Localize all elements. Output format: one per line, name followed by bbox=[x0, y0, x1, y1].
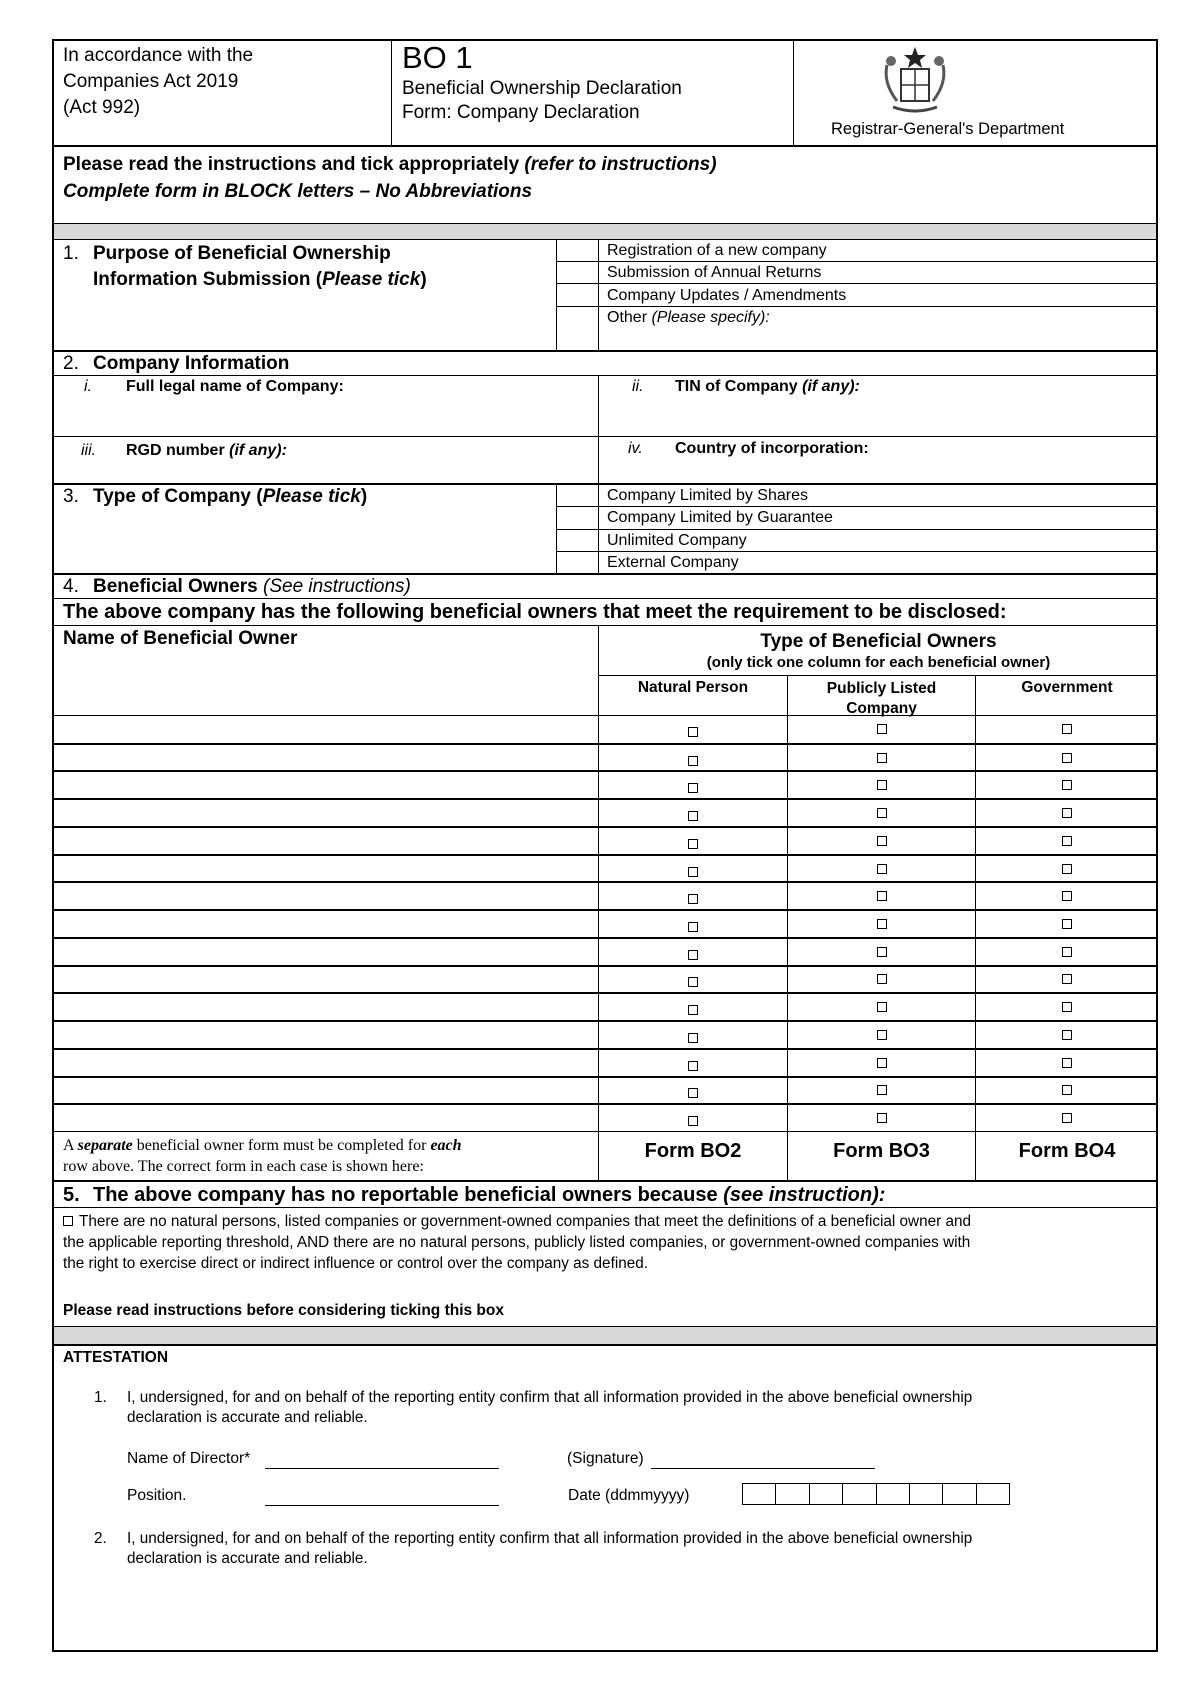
bo1-form bbox=[52, 39, 1158, 1652]
owner-type-checkbox[interactable] bbox=[688, 783, 698, 793]
owner-type-cell-publicly-listed bbox=[788, 828, 975, 854]
purpose-option-new-company: Registration of a new company bbox=[607, 242, 827, 259]
field-rgd-label: iii. RGD number (if any): bbox=[81, 442, 287, 459]
owner-type-cell-publicly-listed bbox=[788, 716, 975, 743]
owner-type-cell-government bbox=[976, 1078, 1158, 1104]
attestation-title: ATTESTATION bbox=[63, 1349, 169, 1366]
owner-type-checkbox[interactable] bbox=[1062, 864, 1072, 874]
owner-type-checkbox[interactable] bbox=[688, 811, 698, 821]
owner-row bbox=[54, 881, 1156, 909]
form-bo3-label: Form BO3 bbox=[833, 1140, 930, 1162]
purpose-option-other: Other (Please specify): bbox=[607, 309, 770, 326]
owner-type-cell-government bbox=[976, 828, 1158, 854]
date-digit-box[interactable] bbox=[776, 1484, 809, 1504]
owner-type-cell-publicly-listed bbox=[788, 911, 975, 937]
owner-type-cell-natural-person bbox=[599, 800, 787, 826]
owner-type-cell-government bbox=[976, 1050, 1158, 1076]
position-field[interactable] bbox=[265, 1487, 499, 1506]
type-owners-sub: (only tick one column for each beneficial owner) bbox=[706, 654, 1051, 671]
owner-type-checkbox[interactable] bbox=[877, 836, 887, 846]
attestation-item2: 2. I, undersigned, for and on behalf of the reporting entity confirm that all information provided in the above beneficial ownership declaration is accurate and reliable. bbox=[94, 1530, 973, 1567]
owner-row bbox=[54, 854, 1156, 882]
col-publicly-listed: Publicly Listed Company bbox=[826, 680, 937, 717]
field-legal-name-label: i. Full legal name of Company: bbox=[84, 378, 344, 395]
owner-type-checkbox[interactable] bbox=[877, 1113, 887, 1123]
owner-name-field[interactable] bbox=[56, 856, 596, 882]
signature-field[interactable] bbox=[651, 1450, 875, 1469]
form-title-block bbox=[402, 40, 682, 125]
section5-title: 5. The above company has no reportable beneficial owners because (see instruction): bbox=[63, 1184, 886, 1206]
department-name: Registrar-General's Department bbox=[831, 120, 1065, 138]
field-country-label: iv. Country of incorporation: bbox=[628, 440, 869, 457]
owner-type-checkbox[interactable] bbox=[877, 947, 887, 957]
owner-name-field[interactable] bbox=[56, 911, 596, 937]
separate-form-note: A separate beneficial owner form must be completed for each row above. The correct form in each case is shown here: bbox=[63, 1137, 462, 1175]
form-header bbox=[54, 41, 1156, 145]
section2-title: 2. Company Information bbox=[63, 353, 290, 374]
owner-type-checkbox[interactable] bbox=[1062, 1030, 1072, 1040]
owner-type-checkbox[interactable] bbox=[877, 919, 887, 929]
owner-type-cell-natural-person bbox=[599, 828, 787, 854]
owner-row bbox=[54, 770, 1156, 798]
date-digit-box[interactable] bbox=[743, 1484, 776, 1504]
owner-type-cell-publicly-listed bbox=[788, 800, 975, 826]
owner-type-cell-government bbox=[976, 883, 1158, 909]
attestation-item1: 1. I, undersigned, for and on behalf of the reporting entity confirm that all information provided in the above beneficial ownership declaration is accurate and reliable. bbox=[94, 1389, 973, 1426]
owner-type-checkbox[interactable] bbox=[688, 1033, 698, 1043]
owner-type-checkbox[interactable] bbox=[688, 1005, 698, 1015]
owner-type-cell-government bbox=[976, 856, 1158, 882]
section2-header bbox=[54, 350, 1156, 375]
owner-type-cell-government bbox=[976, 772, 1158, 798]
owner-row bbox=[54, 1020, 1156, 1048]
owners-form-footer bbox=[54, 1131, 1156, 1180]
owner-type-checkbox[interactable] bbox=[877, 1058, 887, 1068]
owner-type-checkbox[interactable] bbox=[877, 1030, 887, 1040]
form-title-line2: Form: Company Declaration bbox=[402, 102, 640, 123]
owner-type-cell-government bbox=[976, 745, 1158, 771]
owner-type-cell-natural-person bbox=[599, 1050, 787, 1076]
owner-row bbox=[54, 965, 1156, 993]
owner-row bbox=[54, 992, 1156, 1020]
owner-name-field[interactable] bbox=[56, 772, 596, 798]
owner-name-field[interactable] bbox=[56, 1078, 596, 1104]
owner-type-cell-publicly-listed bbox=[788, 1078, 975, 1104]
date-digit-box[interactable] bbox=[910, 1484, 943, 1504]
instructions-block bbox=[54, 145, 1156, 223]
owner-type-checkbox[interactable] bbox=[688, 1061, 698, 1071]
owner-row bbox=[54, 1076, 1156, 1104]
owner-type-checkbox[interactable] bbox=[877, 753, 887, 763]
coat-of-arms-logo bbox=[879, 43, 951, 117]
no-owners-note: Please read instructions before considering ticking this box bbox=[63, 1302, 504, 1319]
owner-type-cell-natural-person bbox=[599, 994, 787, 1020]
act-reference: In accordance with the Companies Act 2019 (Act 992) bbox=[63, 45, 254, 118]
type-tick-guarantee[interactable] bbox=[556, 507, 598, 529]
date-digit-box[interactable] bbox=[810, 1484, 843, 1504]
director-name-label: Name of Director* bbox=[127, 1450, 251, 1467]
company-info-row2 bbox=[54, 436, 1156, 483]
owner-name-field[interactable] bbox=[56, 967, 596, 993]
owner-type-cell-publicly-listed bbox=[788, 939, 975, 965]
owner-type-cell-publicly-listed bbox=[788, 967, 975, 993]
purpose-option-annual-returns: Submission of Annual Returns bbox=[607, 264, 822, 281]
country-field[interactable] bbox=[600, 461, 1154, 481]
company-info-row1 bbox=[54, 375, 1156, 436]
owner-type-cell-publicly-listed bbox=[788, 772, 975, 798]
owner-row bbox=[54, 715, 1156, 743]
owner-type-checkbox[interactable] bbox=[688, 839, 698, 849]
owner-row bbox=[54, 1103, 1156, 1131]
section4-header bbox=[54, 573, 1156, 598]
no-owners-paragraph: There are no natural persons, listed companies or government-owned companies that meet the definitions of a beneficial owner and the applicable reporting threshold, AND there are no natural persons, publicly listed companies, or government-owned companies with the right to exercise direct or indirect influence or control over the company as defined. bbox=[63, 1213, 971, 1272]
owner-name-field[interactable] bbox=[56, 994, 596, 1020]
owners-table-header bbox=[54, 625, 1156, 715]
owner-type-checkbox[interactable] bbox=[877, 1002, 887, 1012]
owner-type-cell-government bbox=[976, 1022, 1158, 1048]
date-field[interactable] bbox=[742, 1483, 1010, 1505]
type-option-external: External Company bbox=[607, 554, 739, 571]
owner-type-cell-natural-person bbox=[599, 939, 787, 965]
owner-type-checkbox[interactable] bbox=[1062, 1058, 1072, 1068]
owner-type-cell-government bbox=[976, 911, 1158, 937]
director-name-field[interactable] bbox=[265, 1450, 499, 1469]
section4-statement-row bbox=[54, 598, 1156, 625]
owner-type-cell-natural-person bbox=[599, 856, 787, 882]
type-option-unlimited: Unlimited Company bbox=[607, 532, 747, 549]
owner-type-cell-natural-person bbox=[599, 1078, 787, 1104]
owners-table-body bbox=[54, 715, 1156, 1131]
type-owners-header: Type of Beneficial Owners bbox=[760, 631, 997, 652]
owner-name-field[interactable] bbox=[56, 800, 596, 826]
owner-type-checkbox[interactable] bbox=[877, 808, 887, 818]
owner-name-field[interactable] bbox=[56, 1050, 596, 1076]
owner-name-field[interactable] bbox=[56, 1105, 596, 1131]
owner-type-checkbox[interactable] bbox=[877, 780, 887, 790]
owner-type-checkbox[interactable] bbox=[1062, 724, 1072, 734]
owner-row bbox=[54, 826, 1156, 854]
owner-type-checkbox[interactable] bbox=[877, 1085, 887, 1095]
form-code: BO 1 bbox=[402, 40, 473, 75]
owner-type-cell-government bbox=[976, 1105, 1158, 1131]
owner-type-checkbox[interactable] bbox=[688, 1088, 698, 1098]
owner-type-cell-government bbox=[976, 716, 1158, 743]
purpose-tick-other[interactable] bbox=[556, 307, 598, 351]
owner-type-cell-natural-person bbox=[599, 716, 787, 743]
rgd-number-field[interactable] bbox=[56, 461, 596, 481]
owner-name-field[interactable] bbox=[56, 883, 596, 909]
owner-type-cell-publicly-listed bbox=[788, 1105, 975, 1131]
no-reportable-owners-block bbox=[54, 1207, 1156, 1326]
owner-type-cell-natural-person bbox=[599, 1022, 787, 1048]
instructions-line2: Complete form in BLOCK letters – No Abbreviations bbox=[63, 181, 533, 202]
owner-type-checkbox[interactable] bbox=[1062, 808, 1072, 818]
tin-field[interactable] bbox=[600, 398, 1154, 434]
owner-row bbox=[54, 1048, 1156, 1076]
owner-type-checkbox[interactable] bbox=[1062, 891, 1072, 901]
type-tick-external[interactable] bbox=[556, 552, 598, 575]
date-digit-box[interactable] bbox=[977, 1484, 1009, 1504]
type-tick-shares[interactable] bbox=[556, 485, 598, 506]
owner-type-checkbox[interactable] bbox=[688, 1116, 698, 1126]
owner-type-cell-publicly-listed bbox=[788, 1050, 975, 1076]
owner-type-checkbox[interactable] bbox=[688, 977, 698, 987]
owner-type-checkbox[interactable] bbox=[1062, 753, 1072, 763]
owner-type-cell-natural-person bbox=[599, 967, 787, 993]
form-bo4-label: Form BO4 bbox=[1018, 1140, 1116, 1162]
owner-name-field[interactable] bbox=[56, 939, 596, 965]
owner-type-checkbox[interactable] bbox=[1062, 836, 1072, 846]
instructions-line1: Please read the instructions and tick appropriately (refer to instructions) bbox=[63, 154, 717, 175]
owner-type-cell-natural-person bbox=[599, 911, 787, 937]
date-digit-box[interactable] bbox=[943, 1484, 976, 1504]
owner-type-checkbox[interactable] bbox=[877, 974, 887, 984]
date-digit-box[interactable] bbox=[843, 1484, 876, 1504]
form-bo2-label: Form BO2 bbox=[644, 1140, 742, 1162]
position-label: Position. bbox=[127, 1487, 187, 1504]
signature-label: (Signature) bbox=[567, 1450, 644, 1467]
owner-type-checkbox[interactable] bbox=[1062, 919, 1072, 929]
owner-row bbox=[54, 937, 1156, 965]
date-label: Date (ddmmyyyy) bbox=[568, 1487, 690, 1504]
owner-type-checkbox[interactable] bbox=[1062, 974, 1072, 984]
purpose-tick-updates[interactable] bbox=[556, 284, 598, 306]
owner-row bbox=[54, 743, 1156, 771]
owner-type-cell-natural-person bbox=[599, 1105, 787, 1131]
owner-type-checkbox[interactable] bbox=[1062, 947, 1072, 957]
owner-type-checkbox[interactable] bbox=[877, 864, 887, 874]
owner-type-cell-publicly-listed bbox=[788, 856, 975, 882]
owner-type-checkbox[interactable] bbox=[1062, 1113, 1072, 1123]
owner-type-checkbox[interactable] bbox=[1062, 1085, 1072, 1095]
type-tick-unlimited[interactable] bbox=[556, 530, 598, 551]
divider-band-2 bbox=[54, 1326, 1156, 1344]
section-purpose bbox=[54, 239, 1156, 350]
purpose-tick-annual-returns[interactable] bbox=[556, 262, 598, 283]
owner-row bbox=[54, 909, 1156, 937]
section4-statement: The above company has the following beneficial owners that meet the requirement to be disclosed: bbox=[63, 601, 1007, 623]
owner-row bbox=[54, 798, 1156, 826]
section1-title: 1. Purpose of Beneficial Ownership Information Submission (Please tick) bbox=[63, 243, 427, 290]
owner-type-cell-government bbox=[976, 939, 1158, 965]
owner-type-checkbox[interactable] bbox=[1062, 1002, 1072, 1012]
owner-type-checkbox[interactable] bbox=[688, 867, 698, 877]
owner-type-checkbox[interactable] bbox=[1062, 780, 1072, 790]
owner-type-checkbox[interactable] bbox=[877, 891, 887, 901]
section3-title: 3. Type of Company (Please tick) bbox=[63, 486, 368, 507]
legal-name-field[interactable] bbox=[56, 398, 596, 434]
section5-header bbox=[54, 1180, 1156, 1207]
col-name-header: Name of Beneficial Owner bbox=[63, 628, 298, 649]
owner-type-checkbox[interactable] bbox=[688, 894, 698, 904]
type-option-guarantee: Company Limited by Guarantee bbox=[607, 509, 833, 526]
owner-type-cell-natural-person bbox=[599, 883, 787, 909]
owner-type-cell-natural-person bbox=[599, 745, 787, 771]
owner-type-checkbox[interactable] bbox=[688, 922, 698, 932]
col-natural-person: Natural Person bbox=[637, 679, 749, 696]
owner-type-checkbox[interactable] bbox=[688, 950, 698, 960]
form-title-line1: Beneficial Ownership Declaration bbox=[402, 78, 682, 99]
owner-type-cell-publicly-listed bbox=[788, 1022, 975, 1048]
purpose-other-field[interactable] bbox=[599, 326, 1156, 350]
owner-type-checkbox[interactable] bbox=[688, 727, 698, 737]
owner-type-cell-publicly-listed bbox=[788, 745, 975, 771]
owner-type-cell-natural-person bbox=[599, 772, 787, 798]
owner-name-field[interactable] bbox=[56, 716, 596, 743]
owner-type-cell-government bbox=[976, 800, 1158, 826]
attestation-block bbox=[54, 1344, 1156, 1652]
owner-name-field[interactable] bbox=[56, 828, 596, 854]
owner-type-cell-publicly-listed bbox=[788, 994, 975, 1020]
section-company-type bbox=[54, 483, 1156, 573]
owner-type-checkbox[interactable] bbox=[877, 724, 887, 734]
col-government: Government bbox=[1021, 679, 1113, 696]
purpose-tick-new-company[interactable] bbox=[556, 240, 598, 261]
owner-type-checkbox[interactable] bbox=[688, 756, 698, 766]
type-option-shares: Company Limited by Shares bbox=[607, 487, 808, 504]
no-owners-checkbox[interactable] bbox=[63, 1216, 73, 1226]
owner-type-cell-government bbox=[976, 994, 1158, 1020]
divider-band bbox=[54, 223, 1156, 239]
purpose-option-updates: Company Updates / Amendments bbox=[607, 287, 847, 304]
section4-title: 4. Beneficial Owners (See instructions) bbox=[63, 576, 411, 597]
owner-name-field[interactable] bbox=[56, 1022, 596, 1048]
owner-name-field[interactable] bbox=[56, 745, 596, 771]
owner-type-cell-government bbox=[976, 967, 1158, 993]
date-digit-box[interactable] bbox=[877, 1484, 910, 1504]
field-tin-label: ii. TIN of Company (if any): bbox=[632, 378, 860, 395]
owner-type-cell-publicly-listed bbox=[788, 883, 975, 909]
